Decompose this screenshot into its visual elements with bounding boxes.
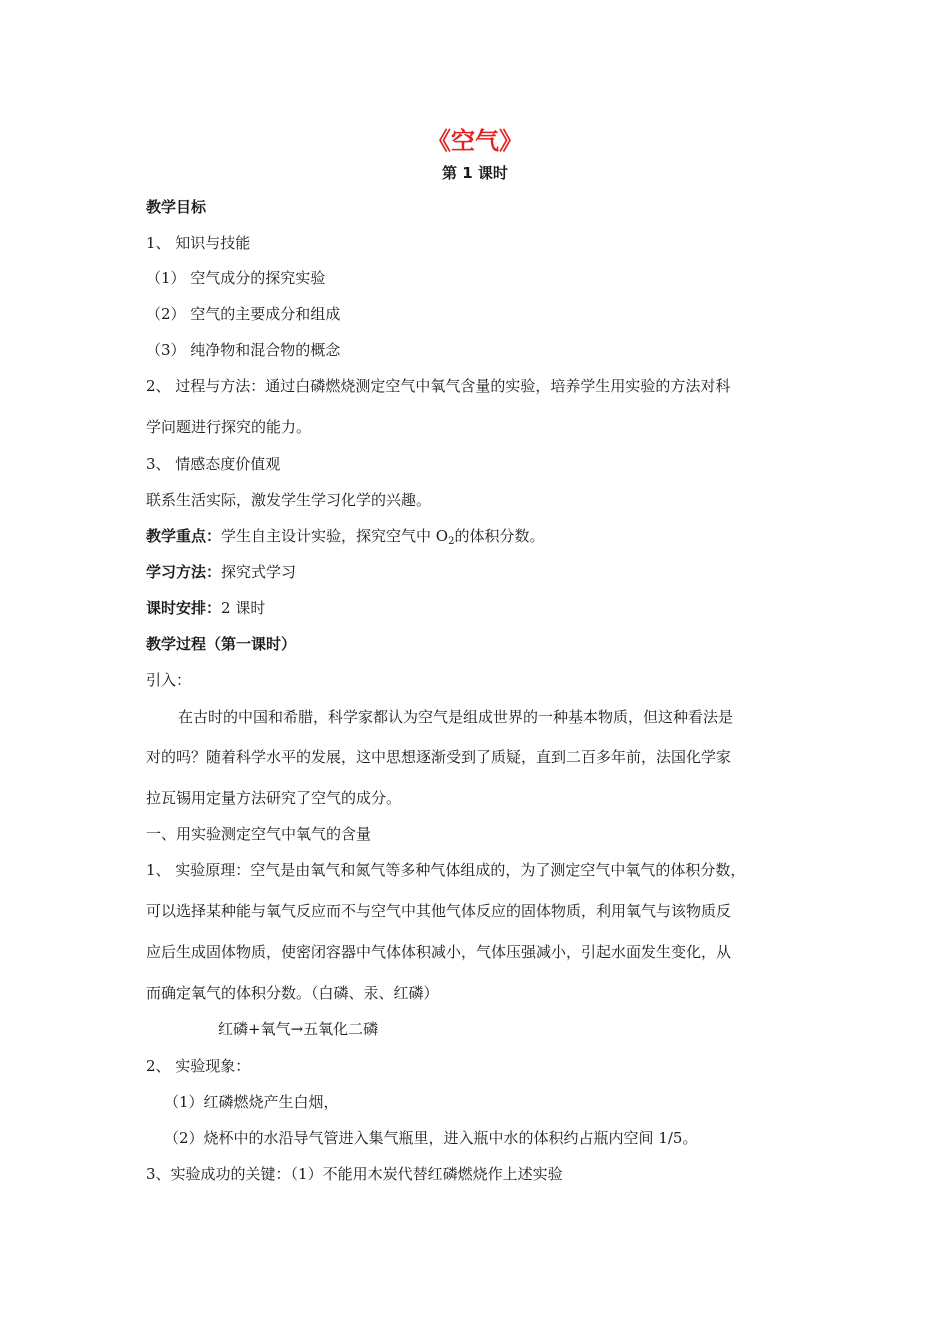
goals-heading: 教学目标 [146,198,207,216]
method-text: 探究式学习 [221,563,297,581]
schedule-label: 课时安排： [146,599,222,617]
principle-line: 可以选择某种能与氧气反应而不与空气中其他气体反应的固体物质，利用氧气与该物质反 [146,902,732,920]
phenomenon-item: （1）红磷燃烧产生白烟， [164,1093,339,1111]
intro-paragraph-line: 对的吗？随着科学水平的发展，这中思想逐渐受到了质疑，直到二百多年前，法国化学家 [146,748,732,766]
goal-1-item: （2） 空气的主要成分和组成 [146,305,341,323]
page-subtitle: 第 1 课时 [442,164,508,182]
section-heading: 一、用实验测定空气中氧气的含量 [146,825,372,843]
intro-label: 引入： [146,671,192,689]
principle-line: 1、 实验原理：空气是由氧气和氮气等多种气体组成的，为了测定空气中氧气的体积分数， [146,861,746,879]
method-row [146,561,826,583]
page-title: 《空气》 [427,127,523,155]
goal-1: 1、 知识与技能 [146,234,251,252]
method-label: 学习方法： [146,563,222,581]
goal-3-text: 联系生活实际，激发学生学习化学的兴趣。 [146,491,432,509]
success-key-line: 3、实验成功的关键：（1）不能用木炭代替红磷燃烧作上述实验 [146,1165,563,1183]
reaction-equation: 红磷+氧气→五氧化二磷 [218,1020,379,1038]
goal-2-line: 2、 过程与方法：通过白磷燃烧测定空气中氧气含量的实验，培养学生用实验的方法对科 [146,377,731,395]
process-heading: 教学过程（第一课时） [146,635,297,653]
goal-2-line: 学问题进行探究的能力。 [146,418,312,436]
key-point-text: 学生自主设计实验，探究空气中 O [221,527,449,545]
key-point-label: 教学重点： [146,527,222,545]
phenomenon-heading: 2、 实验现象： [146,1057,251,1075]
intro-paragraph-line: 在古时的中国和希腊，科学家都认为空气是组成世界的一种基本物质，但这种看法是 [178,708,734,726]
key-point-subscript: 2 [448,536,455,547]
goal-3: 3、 情感态度价值观 [146,455,281,473]
phenomenon-item: （2）烧杯中的水沿导气管进入集气瓶里，进入瓶中水的体积约占瓶内空间 1/5。 [164,1129,698,1147]
principle-line: 应后生成固体物质，使密闭容器中气体体积减小，气体压强减小，引起水面发生变化，从 [146,943,732,961]
key-point-text-end: 的体积分数。 [454,527,545,545]
intro-paragraph-line: 拉瓦锡用定量方法研究了空气的成分。 [146,789,402,807]
goal-1-item: （1） 空气成分的探究实验 [146,269,326,287]
principle-line: 而确定氧气的体积分数。（白磷、汞、红磷） [146,984,439,1002]
schedule-text: 2 课时 [221,599,266,617]
key-point-row [146,525,826,553]
schedule-row [146,597,826,619]
goal-1-item: （3） 纯净物和混合物的概念 [146,341,341,359]
